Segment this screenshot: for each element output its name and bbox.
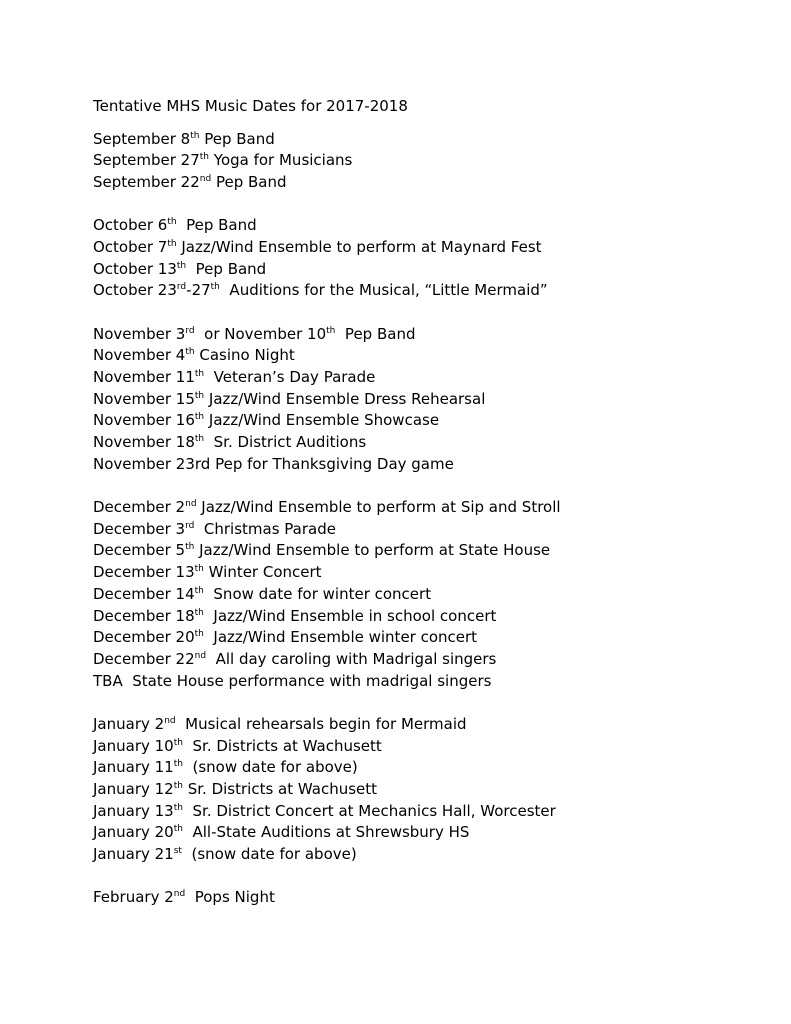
event-line	[93, 714, 773, 736]
ordinal-suffix: st	[173, 846, 182, 857]
event-text: December 3	[93, 519, 186, 538]
event-text: (snow date for above)	[182, 758, 358, 777]
event-group	[93, 714, 773, 866]
event-line	[93, 540, 773, 562]
event-text: January 21	[93, 845, 174, 864]
event-text: Pops Night	[185, 888, 275, 907]
ordinal-suffix: th	[167, 239, 177, 250]
ordinal-suffix: th	[194, 390, 205, 401]
event-group	[93, 129, 773, 194]
ordinal-suffix: nd	[199, 174, 212, 185]
event-text: Christmas Parade	[194, 519, 336, 538]
event-text: Winter Concert	[203, 563, 322, 582]
event-line	[93, 736, 773, 758]
ordinal-suffix: th	[167, 217, 177, 228]
event-line	[93, 324, 773, 346]
event-line	[93, 887, 773, 909]
event-line	[93, 280, 773, 302]
event-line	[93, 497, 773, 519]
event-text: Jazz/Wind Ensemble winter concert	[203, 628, 478, 647]
event-group	[93, 215, 773, 302]
event-line	[93, 410, 773, 432]
ordinal-suffix: th	[194, 607, 204, 618]
event-text: Sr. District Auditions	[204, 433, 367, 452]
event-text: September 8	[93, 129, 191, 148]
event-text: Pep Band	[199, 129, 275, 148]
event-line	[93, 259, 773, 281]
event-group	[93, 887, 773, 909]
event-text: Jazz/Wind Ensemble to perform at State House	[194, 541, 551, 560]
event-line	[93, 562, 773, 584]
event-line	[93, 779, 773, 801]
event-text: Sr. Districts at Wachusett	[182, 779, 378, 798]
document-page	[93, 96, 773, 931]
event-line	[93, 606, 773, 628]
event-text: Jazz/Wind Ensemble Showcase	[204, 411, 440, 430]
event-line	[93, 519, 773, 541]
ordinal-suffix: th	[190, 130, 200, 141]
event-text: October 13	[93, 259, 177, 278]
event-text: January 13	[93, 801, 174, 820]
event-text: November 11	[93, 368, 195, 387]
event-text: October 23	[93, 281, 177, 300]
event-text: December 22	[93, 649, 195, 668]
ordinal-suffix: nd	[185, 499, 197, 510]
event-line	[93, 649, 773, 671]
event-line	[93, 389, 773, 411]
ordinal-suffix: th	[194, 585, 204, 596]
event-line	[93, 627, 773, 649]
event-text: January 2	[93, 714, 165, 733]
event-text: October 7	[93, 238, 168, 257]
event-text: Jazz/Wind Ensemble to perform at Sip and Stroll	[196, 498, 561, 517]
event-text: Jazz/Wind Ensemble to perform at Maynard Fest	[176, 238, 542, 257]
event-line	[93, 237, 773, 259]
event-line	[93, 150, 773, 172]
ordinal-suffix: th	[194, 412, 205, 423]
event-text: Auditions for the Musical, “Little Mermaid”	[219, 281, 548, 300]
event-text: Snow date for winter concert	[203, 584, 432, 603]
event-text: Casino Night	[194, 346, 295, 365]
ordinal-suffix: th	[173, 737, 183, 748]
event-text: January 11	[93, 758, 174, 777]
event-text: Veteran’s Day Parade	[204, 368, 376, 387]
event-text: December 2	[93, 498, 186, 517]
event-text: Pep Band	[211, 173, 287, 192]
event-text: Yoga for Musicians	[209, 151, 353, 170]
event-line	[93, 432, 773, 454]
event-line	[93, 215, 773, 237]
event-text: October 6	[93, 216, 168, 235]
ordinal-suffix: th	[326, 325, 336, 336]
event-text: TBA State House performance with madrigal singers	[93, 671, 492, 690]
ordinal-suffix: nd	[173, 889, 186, 900]
event-text: September 27	[93, 151, 200, 170]
ordinal-suffix: nd	[164, 715, 176, 726]
event-text: December 13	[93, 563, 195, 582]
event-line	[93, 671, 773, 693]
event-text: January 12	[93, 779, 174, 798]
ordinal-suffix: th	[194, 434, 205, 445]
event-text: January 10	[93, 736, 174, 755]
ordinal-suffix: th	[173, 824, 183, 835]
event-line	[93, 454, 773, 476]
event-text: September 22	[93, 173, 200, 192]
event-text: November 16	[93, 411, 195, 430]
event-text: Musical rehearsals begin for Mermaid	[175, 714, 467, 733]
ordinal-suffix: rd	[185, 520, 195, 531]
event-line	[93, 757, 773, 779]
ordinal-suffix: th	[210, 282, 220, 293]
event-text: All day caroling with Madrigal singers	[206, 649, 497, 668]
event-line	[93, 801, 773, 823]
event-text: or November 10	[194, 324, 327, 343]
event-line	[93, 129, 773, 151]
event-line	[93, 367, 773, 389]
ordinal-suffix: th	[185, 347, 195, 358]
event-text: December 14	[93, 584, 195, 603]
event-groups	[93, 129, 773, 909]
ordinal-suffix: nd	[194, 650, 207, 661]
event-text: November 18	[93, 433, 195, 452]
ordinal-suffix: th	[176, 260, 187, 271]
event-line	[93, 844, 773, 866]
event-text: January 20	[93, 823, 174, 842]
event-text: Pep Band	[186, 259, 267, 278]
event-text: December 18	[93, 606, 195, 625]
event-line	[93, 822, 773, 844]
ordinal-suffix: th	[194, 369, 205, 380]
event-group	[93, 324, 773, 476]
ordinal-suffix: rd	[176, 282, 187, 293]
ordinal-suffix: th	[194, 564, 204, 575]
ordinal-suffix: th	[194, 629, 204, 640]
event-text: -27	[186, 281, 211, 300]
ordinal-suffix: th	[185, 542, 195, 553]
event-text: Jazz/Wind Ensemble Dress Rehearsal	[204, 389, 486, 408]
event-text: Pep Band	[335, 324, 416, 343]
event-text: Jazz/Wind Ensemble in school concert	[203, 606, 497, 625]
event-text: Pep Band	[176, 216, 257, 235]
ordinal-suffix: th	[199, 152, 209, 163]
event-text: November 3	[93, 324, 186, 343]
event-text: (snow date for above)	[181, 845, 357, 864]
event-text: December 5	[93, 541, 186, 560]
event-line	[93, 584, 773, 606]
event-text: Sr. Districts at Wachusett	[182, 736, 382, 755]
event-text: Sr. District Concert at Mechanics Hall, Worcester	[182, 801, 556, 820]
event-text: November 4	[93, 346, 186, 365]
event-text: November 15	[93, 389, 195, 408]
ordinal-suffix: th	[173, 759, 183, 770]
event-text: February 2	[93, 888, 174, 907]
event-text: December 20	[93, 628, 195, 647]
ordinal-suffix: rd	[185, 325, 195, 336]
event-line	[93, 172, 773, 194]
event-text: November 23rd Pep for Thanksgiving Day game	[93, 454, 454, 473]
ordinal-suffix: th	[173, 802, 183, 813]
ordinal-suffix: th	[173, 780, 183, 791]
event-text: All-State Auditions at Shrewsbury HS	[182, 823, 470, 842]
document-title: Tentative MHS Music Dates for 2017-2018	[93, 97, 408, 115]
event-line	[93, 345, 773, 367]
event-group	[93, 497, 773, 692]
